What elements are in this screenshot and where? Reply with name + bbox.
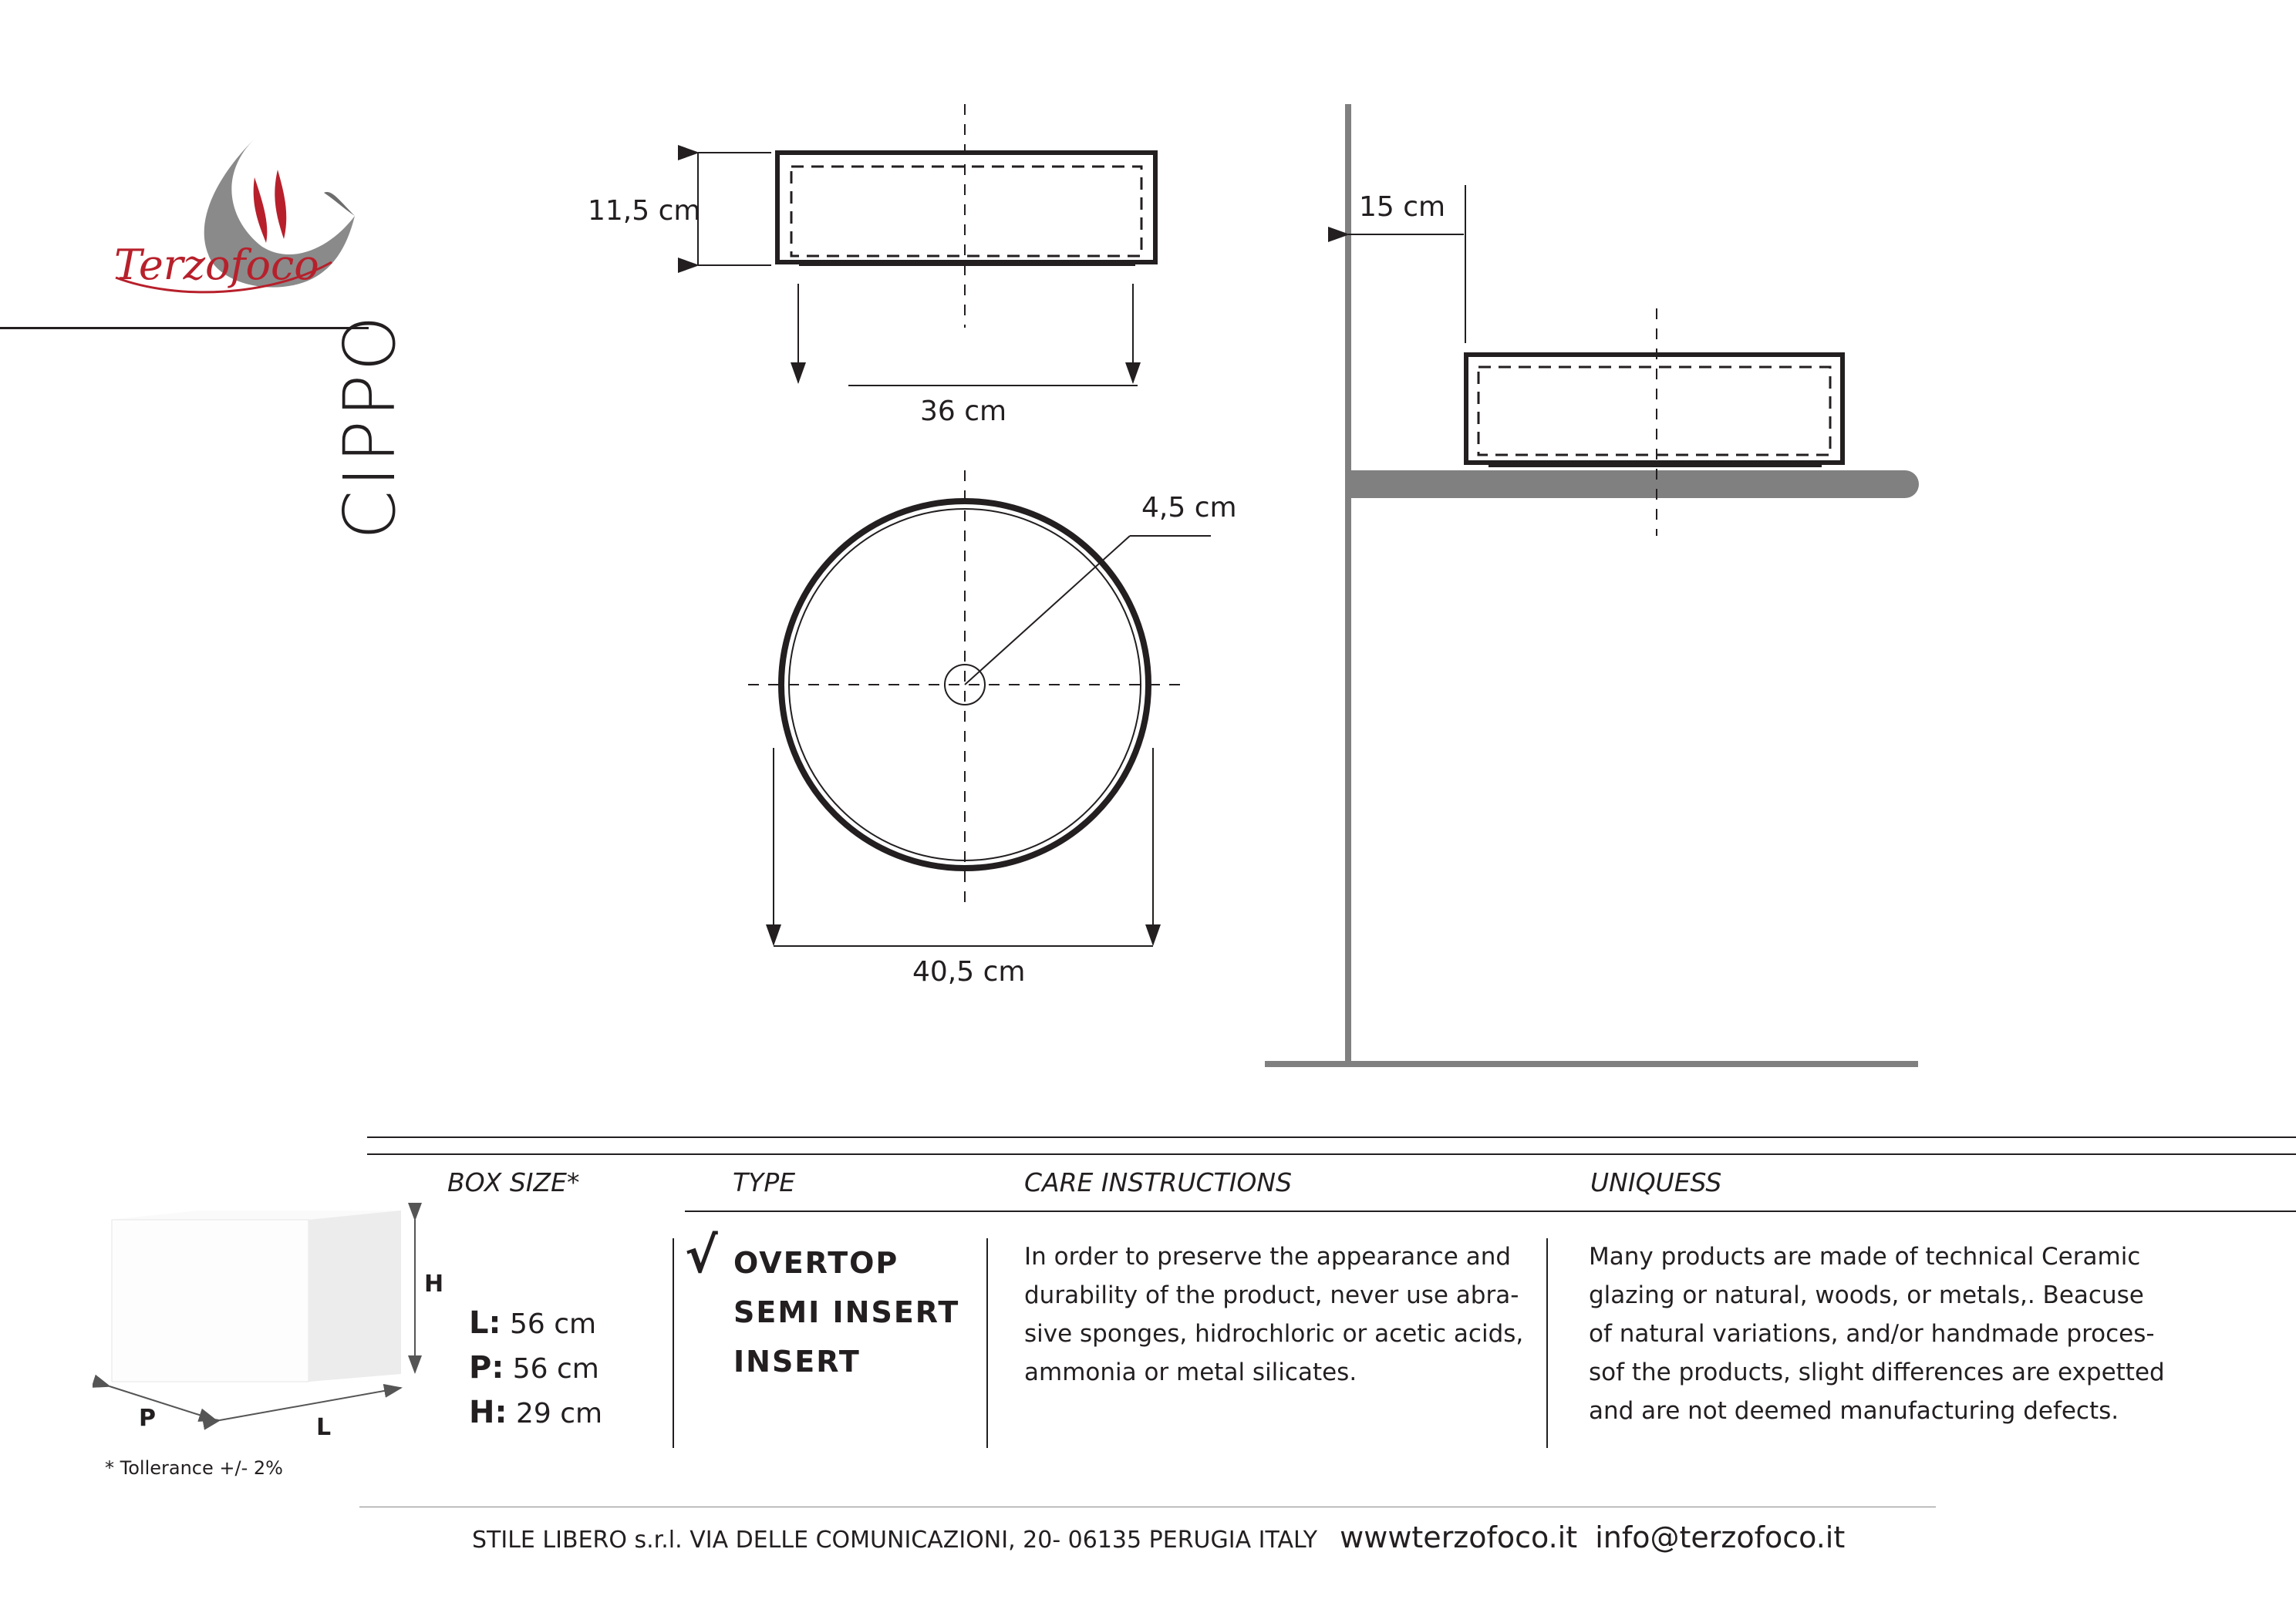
box-p-label: P xyxy=(139,1405,156,1432)
footer-email[interactable]: info@terzofoco.it xyxy=(1595,1520,1846,1554)
side-view xyxy=(588,104,1155,427)
column-divider-1 xyxy=(673,1238,674,1448)
table-top-rule xyxy=(367,1136,2296,1138)
box-dim-depth: P: 56 cm xyxy=(469,1350,599,1386)
uniqueness-line: Many products are made of technical Ceramic xyxy=(1589,1243,2141,1271)
care-line: In order to preserve the appearance and xyxy=(1024,1243,1512,1271)
box-dim-height: H: 29 cm xyxy=(469,1395,603,1430)
uniqueness-line: sof the products, slight differences are expetted xyxy=(1589,1359,2165,1386)
wall-distance-label: 15 cm xyxy=(1359,191,1446,223)
installation-view xyxy=(1265,104,1919,1064)
uniqueness-line: and are not deemed manufacturing defects. xyxy=(1589,1397,2119,1425)
care-line: ammonia or metal silicates. xyxy=(1024,1359,1357,1386)
top-view xyxy=(748,470,1237,988)
type-item-insert: INSERT xyxy=(733,1345,861,1379)
uniqueness-text xyxy=(1589,1237,2165,1430)
type-header: TYPE xyxy=(733,1167,796,1197)
diameter-label: 40,5 cm xyxy=(912,956,1026,988)
uniqueness-line: of natural variations, and/or handmade proces- xyxy=(1589,1320,2155,1348)
box-h-label: H xyxy=(424,1271,444,1298)
tolerance-note: * Tollerance +/- 2% xyxy=(105,1457,283,1479)
column-divider-3 xyxy=(1546,1238,1548,1448)
care-header: CARE INSTRUCTIONS xyxy=(1024,1167,1293,1197)
care-line: sive sponges, hidrochloric or acetic acids, xyxy=(1024,1320,1524,1348)
care-line: durability of the product, never use abra- xyxy=(1024,1281,1519,1309)
footer-company: STILE LIBERO s.r.l. VIA DELLE COMUNICAZIONI, 20- 06135 PERUGIA ITALY xyxy=(472,1527,1318,1554)
column-divider-2 xyxy=(986,1238,988,1448)
product-name: CIPPO xyxy=(329,312,411,540)
box-l-label: L xyxy=(316,1414,332,1441)
box-size-header: BOX SIZE* xyxy=(447,1167,580,1197)
footer-website[interactable]: wwwterzofoco.it xyxy=(1340,1520,1578,1554)
type-item-overtop: OVERTOP xyxy=(733,1246,899,1280)
type-list xyxy=(733,1238,959,1386)
type-check-mark: √ xyxy=(685,1227,718,1285)
uniqueness-line: glazing or natural, woods, or metals,. Beacuse xyxy=(1589,1281,2144,1309)
box-dimensions xyxy=(469,1301,602,1436)
care-text xyxy=(1024,1237,1523,1392)
table-header-rule xyxy=(685,1211,2296,1212)
drain-size-label: 4,5 cm xyxy=(1141,492,1237,524)
table-top-rule-2 xyxy=(367,1153,2296,1155)
type-item-semi-insert: SEMI INSERT xyxy=(733,1295,960,1329)
uniqueness-header: UNIQUESS xyxy=(1590,1167,1722,1197)
footer xyxy=(472,1520,1845,1554)
side-width-label: 36 cm xyxy=(920,396,1007,427)
box-dim-length: L: 56 cm xyxy=(469,1305,597,1341)
logo-text: Terzofoco xyxy=(114,241,319,289)
side-height-label: 11,5 cm xyxy=(588,195,701,227)
